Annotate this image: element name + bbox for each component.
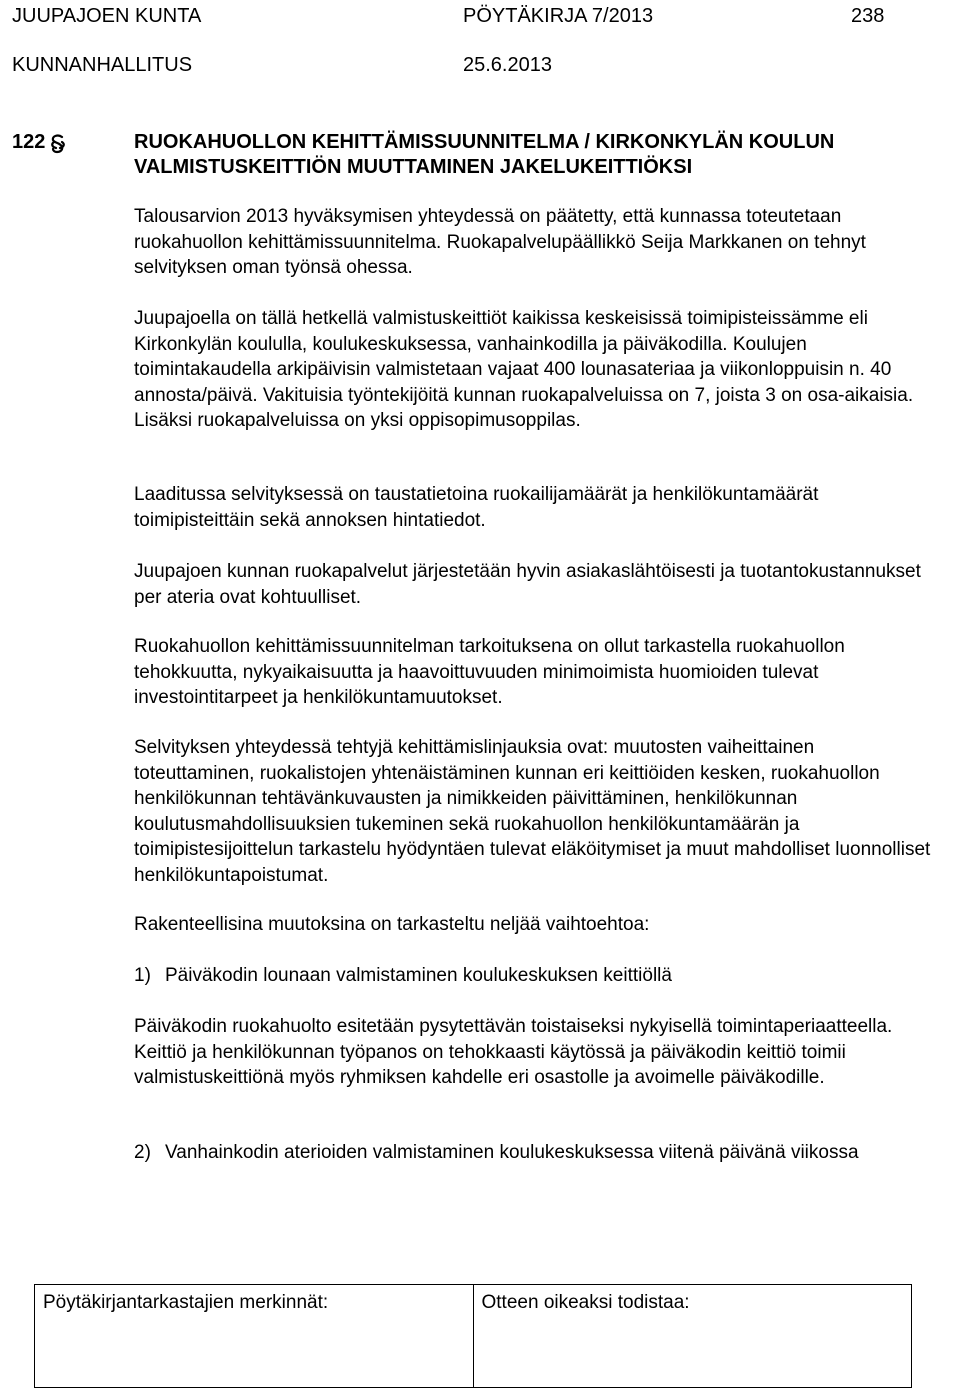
paragraph-background: Talousarvion 2013 hyväksymisen yhteydessä on päätetty, että kunnassa toteutetaan ruokahuollon kehittämissuunnitelma. Ruokapalvelupäällikkö Seija Markkanen on tehnyt selvityksen oman työnsä ohessa. [134,206,866,279]
option-text: Vanhainkodin aterioiden valmistaminen koulukeskuksessa viitenä päivänä viikossa [165,1142,859,1163]
option-number: 1) [134,965,151,986]
footer-signature-table [34,1284,912,1388]
section-mark-icon [48,134,68,156]
paragraph-customer-orientation: Juupajoen kunnan ruokapalvelut järjestetään hyvin asiakaslähtöisesti ja tuotantokustannukset per ateria ovat kohtuulliset. [134,561,921,608]
paragraph-daycare-kitchen: Päiväkodin ruokahuolto esitetään pysytettävän toistaiseksi nykyisellä toimintaperiaatteella. Keittiö ja henkilökunnan työpanos on tehokkaasti käytössä ja päiväkodin keittiö toimii valmistuskeittiönä myös ryhmiksen kahdelle eri osastolle ja avoimelle päiväkodille. [134,1016,893,1089]
option-number: 2) [134,1142,151,1163]
section-number: 122 [12,131,46,153]
option-text: Päiväkodin lounaan valmistaminen koulukeskuksen keittiöllä [165,965,672,986]
inspectors-label: Pöytäkirjantarkastajien merkinnät: [43,1292,329,1313]
certified-cell [473,1285,912,1388]
paragraph-development-policies: Selvityksen yhteydessä tehtyjä kehittämislinjauksia ovat: muutosten vaiheittainen toteuttaminen, ruokalistojen yhtenäistäminen kunnan eri keittiöiden kesken, ruokahuollon henkilökunnan tehtävänkuvausten ja nimikkeiden päivittäminen, henkilökunnan koulutusmahdollisuuksien tukeminen sekä ruokahuollon henkilökuntamäärän ja toimipistesijoittelun tarkastelu hyödyntäen tulevat eläköitymiset ja muut mahdolliset luonnolliset henkilökuntapoistumat. [134,737,931,886]
certified-label: Otteen oikeaksi todistaa: [481,1292,690,1313]
municipality-name: JUUPAJOEN KUNTA [12,5,202,27]
page-number: 238 [851,5,885,27]
section-title: RUOKAHUOLLON KEHITTÄMISSUUNNITELMA / KIRKONKYLÄN KOULUN VALMISTUSKEITTIÖN MUUTTAMINEN JAKELUKEITTIÖKSI [134,131,835,178]
inspectors-cell [35,1285,474,1388]
paragraph-plan-purpose: Ruokahuollon kehittämissuunnitelman tarkoituksena on ollut tarkastella ruokahuollon tehokkuutta, nykyaikaisuutta ja haavoittuvuuden minimoimista huomioiden tulevat investointitarpeet ja henkilökuntamuutokset. [134,636,845,709]
meeting-date: 25.6.2013 [463,54,552,76]
document-id: PÖYTÄKIRJA 7/2013 [463,5,654,27]
paragraph-report-data: Laaditussa selvityksessä on taustatietoina ruokailijamäärät ja henkilökuntamäärät toimipisteittäin sekä annoksen hintatiedot. [134,484,819,531]
committee-name: KUNNANHALLITUS [12,54,193,76]
paragraph-current-kitchens: Juupajoella on tällä hetkellä valmistuskeittiöt kaikissa keskeisissä toimipisteissämme eli Kirkonkylän koululla, koulukeskuksessa, vanhainkodilla ja päiväkodilla. Koulujen toimintakaudella arkipäivisin valmistetaan vajaat 400 lounasateriaa ja viikonloppuisin n. 40 annosta/päivä. Vakituisia työntekijöitä kunnan ruokapalveluissa on 7, joista 3 on osa-aikaisia. Lisäksi ruokapalveluissa on yksi oppisopimusoppilas. [134,308,914,432]
paragraph-structural-options: Rakenteellisina muutoksina on tarkasteltu neljää vaihtoehtoa: [134,914,650,935]
